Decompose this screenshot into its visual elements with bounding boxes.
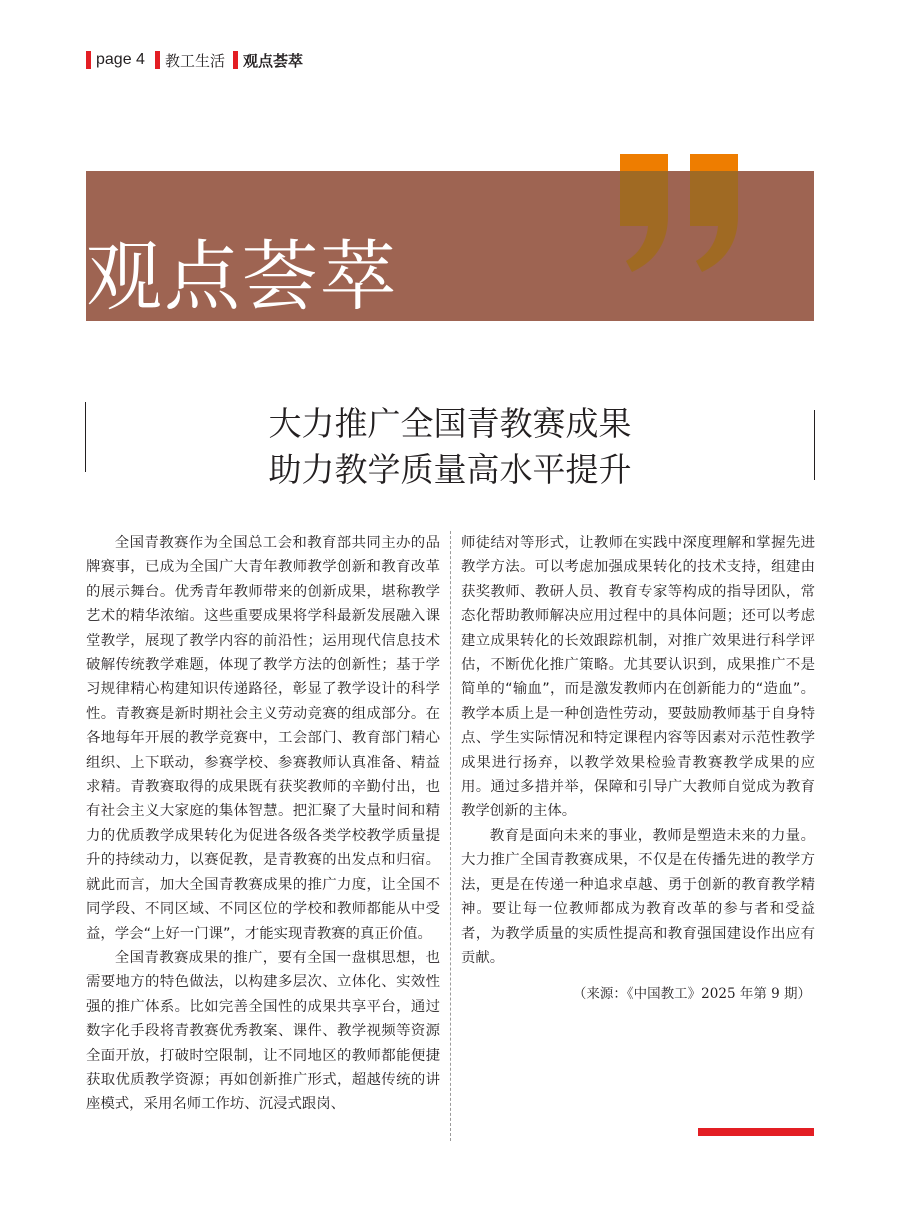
banner-title: 观点荟萃 [86, 232, 398, 321]
closing-quote-icon [620, 154, 745, 272]
text-column-left [86, 531, 440, 1117]
source-note: （来源：《中国教工》2025 年第 9 期） [572, 986, 811, 1002]
article-headline [100, 401, 800, 493]
header-marker [233, 51, 238, 69]
headline-rule-right [814, 410, 815, 480]
paragraph: 教育是面向未来的事业，教师是塑造未来的力量。大力推广全国青教赛成果，不仅是在传播先进的教学方法，更是在传递一种追求卓越、勇于创新的教育教学精神。要让每一位教师都成为教育改革的参与者和受益者，为教学质量的实质性提高和教育强国建设作出应有贡献。 [461, 827, 815, 966]
header-marker [86, 51, 91, 69]
headline-rule-left [85, 402, 86, 472]
header-marker [155, 51, 160, 69]
page-number: page 4 [96, 51, 145, 68]
paragraph: 全国青教赛作为全国总工会和教育部共同主办的品牌赛事，已成为全国广大青年教师教学创新和教育改革的展示舞台。优秀青年教师带来的创新成果，堪称教学艺术的精华浓缩。这些重要成果将学科最新发展融入课堂教学，展现了教学内容的前沿性；运用现代信息技术破解传统教学难题，体现了教学方法的创新性；基于学习规律精心构建知识传递路径，彰显了教学设计的科学性。青教赛是新时期社会主义劳动竞赛的组成部分。在各地每年开展的教学竞赛中，工会部门、教育部门精心组织、上下联动，参赛学校、参赛教师认真准备、精益求精。青教赛取得的成果既有获奖教师的辛勤付出，也有社会主义大家庭的集体智慧。把汇聚了大量时间和精力的优质教学成果转化为促进各级各类学校教学质量提升的持续动力，以赛促教，是青教赛的出发点和归宿。就此而言，加大全国青教赛成果的推广力度，让全国不同学段、不同区域、不同区位的学校和教师都能从中受益，学会“上好一门课”，才能实现青教赛的真正价值。 [86, 535, 440, 942]
paragraph: 全国青教赛成果的推广，要有全国一盘棋思想，也需要地方的特色做法，以构建多层次、立体化、实效性强的推广体系。比如完善全国性的成果共享平台，通过数字化手段将青教赛优秀教案、课件、教学视频等资源全面开放，打破时空限制，让不同地区的教师都能便捷获取优质教学资源；再如创新推广形式，超越传统的讲座模式，采用名师工作坊、沉浸式跟岗、 [86, 949, 440, 1113]
running-header [86, 48, 303, 72]
text-column-right [461, 531, 815, 970]
column-name: 观点荟萃 [242, 51, 303, 70]
headline-line-1: 大力推广全国青教赛成果 [268, 404, 632, 443]
paragraph-continued: 师徒结对等形式，让教师在实践中深度理解和掌握先进教学方法。可以考虑加强成果转化的技术支持，组建由获奖教师、教研人员、教育专家等构成的指导团队，常态化帮助教师解决应用过程中的具体问题；还可以考虑建立成果转化的长效跟踪机制，对推广效果进行科学评估，不断优化推广策略。尤其要认识到，成果推广不是简单的“输血”，而是激发教师内在创新能力的“造血”。教学本质上是一种创造性劳动，要鼓励教师基于自身特点、学生实际情况和特定课程内容等因素对示范性教学成果进行扬弃，以教学效果检验青教赛教学成果的应用。通过多措并举，保障和引导广大教师自觉成为教育教学创新的主体。 [461, 535, 815, 820]
column-divider [450, 531, 451, 1141]
headline-line-2: 助力教学质量高水平提升 [268, 450, 632, 489]
end-mark [698, 1128, 814, 1136]
section-name: 教工生活 [164, 51, 225, 70]
